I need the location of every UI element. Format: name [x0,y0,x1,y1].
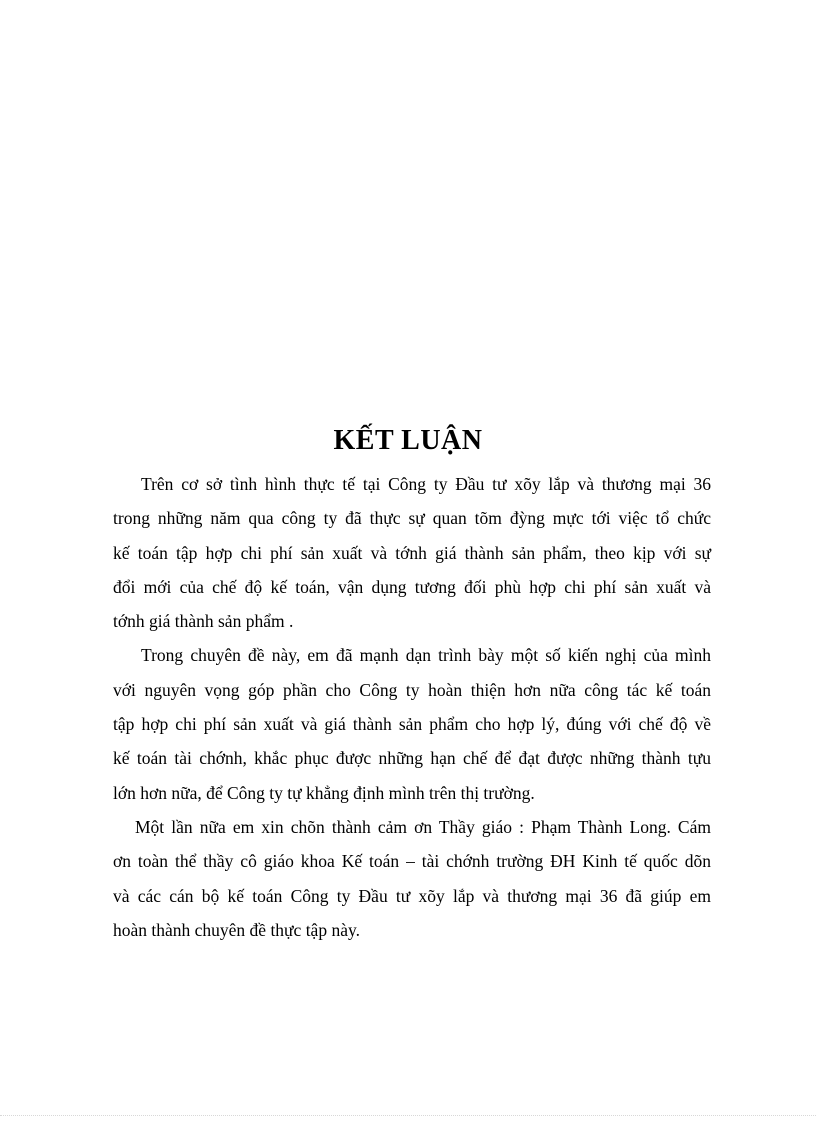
document-body [113,467,711,947]
text-line: kế toán tài chớnh, khắc phục được những hạn chế để đạt được những thành tựu [113,748,711,769]
paragraph-3 [113,810,711,947]
text-line: tớnh giá thành sản phẩm . [113,611,294,632]
text-line: lớn hơn nữa, để Công ty tự khẳng định mình trên thị trường. [113,782,535,803]
text-line: hoàn thành chuyên đề thực tập này. [113,919,360,940]
text-line: và các cán bộ kế toán Công ty Đầu tư xõy lắp và thương mại 36 đã giúp em [113,885,711,906]
text-line: đổi mới của chế độ kế toán, vận dụng tương đối phù hợp chi phí sản xuất và [113,576,711,597]
text-line: Trên cơ sở tình hình thực tế tại Công ty Đầu tư xõy lắp và thương mại 36 [141,474,711,494]
text-line: với nguyên vọng góp phần cho Công ty hoàn thiện hơn nữa công tác kế toán [113,679,711,700]
text-line: tập hợp chi phí sản xuất và giá thành sản phẩm cho hợp lý, đúng với chế độ về [113,714,711,735]
paragraph-2 [113,638,711,809]
text-line: trong những năm qua công ty đã thực sự quan tõm đỳng mực tới việc tổ chức [113,508,711,529]
page-title: KẾT LUẬN [333,425,483,456]
page-bottom-divider [0,1115,816,1116]
text-line: Trong chuyên đề này, em đã mạnh dạn trình bày một số kiến nghị của mình [141,645,711,666]
text-line: ơn toàn thể thầy cô giáo khoa Kế toán – tài chớnh trường ĐH Kinh tế quốc dõn [113,851,711,872]
paragraph-1 [113,467,711,638]
text-line: Một lần nữa em xin chõn thành cảm ơn Thầy giáo : Phạm Thành Long. Cám [135,816,711,837]
text-line: kế toán tập hợp chi phí sản xuất và tớnh giá thành sản phẩm, theo kịp với sự [113,542,711,563]
